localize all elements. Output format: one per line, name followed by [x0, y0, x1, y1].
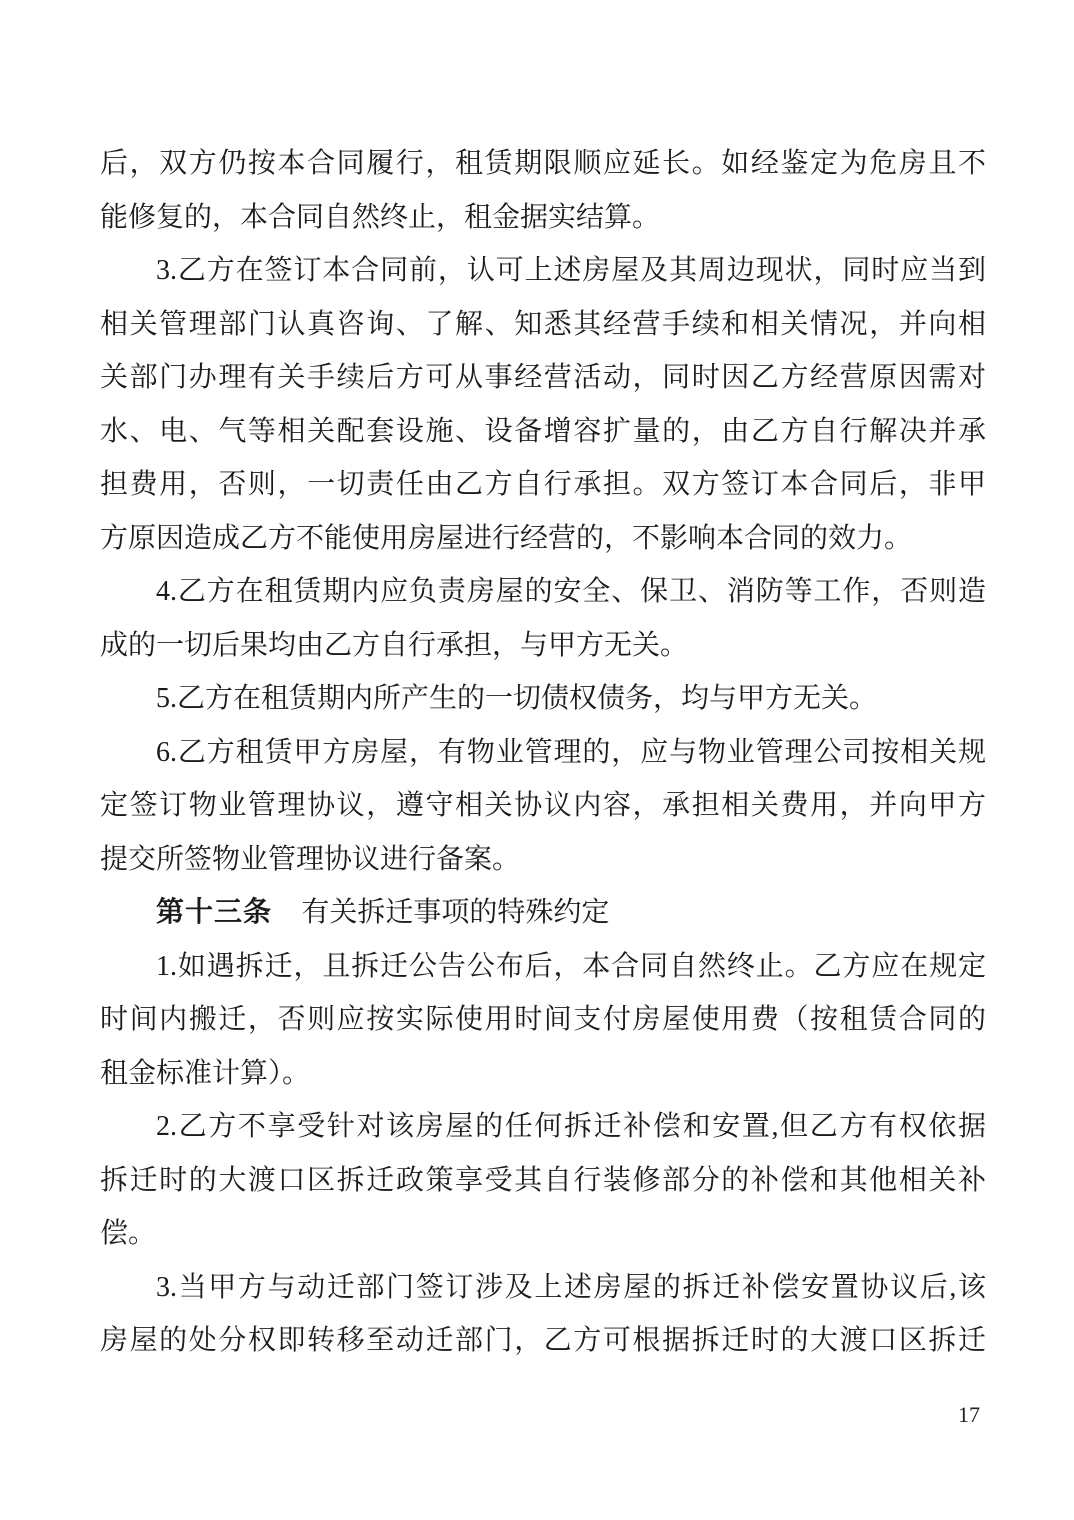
contract-line: 担费用，否则，一切责任由乙方自行承担。双方签订本合同后，非甲 [100, 469, 986, 500]
contract-line: 能修复的，本合同自然终止，租金据实结算。 [100, 201, 661, 233]
contract-line: 拆迁时的大渡口区拆迁政策享受其自行装修部分的补偿和其他相关补 [100, 1164, 986, 1196]
contract-line: 成的一切后果均由乙方自行承担，与甲方无关。 [100, 629, 689, 661]
contract-line: 提交所签物业管理协议进行备案。 [100, 843, 521, 875]
contract-line: 关部门办理有关手续后方可从事经营活动，同时因乙方经营原因需对 [100, 362, 986, 393]
clause-heading-title: 有关拆迁事项的特殊约定 [301, 897, 610, 928]
contract-line: 3.乙方在签订本合同前，认可上述房屋及其周边现状，同时应当到 [156, 255, 986, 286]
clause-13-heading [100, 886, 986, 940]
contract-line: 1.如遇拆迁，且拆迁公告公布后，本合同自然终止。乙方应在规定 [156, 950, 986, 982]
contract-line: 6.乙方租赁甲方房屋，有物业管理的，应与物业管理公司按相关规 [156, 736, 986, 768]
contract-line: 方原因造成乙方不能使用房屋进行经营的，不影响本合同的效力。 [100, 522, 913, 554]
contract-line: 定签订物业管理协议，遵守相关协议内容，承担相关费用，并向甲方 [100, 790, 986, 821]
contract-line: 房屋的处分权即转移至动迁部门，乙方可根据拆迁时的大渡口区拆迁 [100, 1325, 986, 1356]
contract-line: 租金标准计算）。 [100, 1057, 311, 1089]
contract-line: 4.乙方在租赁期内应负责房屋的安全、保卫、消防等工作，否则造 [156, 576, 986, 607]
contract-text-block [100, 137, 986, 1368]
contract-line: 时间内搬迁，否则应按实际使用时间支付房屋使用费（按租赁合同的 [100, 1004, 986, 1035]
page-number: 17 [958, 1402, 980, 1427]
clause-heading-number: 第十三条 [156, 897, 273, 928]
contract-line: 2.乙方不享受针对该房屋的任何拆迁补偿和安置,但乙方有权依据 [156, 1111, 986, 1142]
contract-line: 5.乙方在租赁期内所产生的一切债权债务，均与甲方无关。 [156, 683, 878, 714]
contract-line: 后，双方仍按本合同履行，租赁期限顺应延长。如经鉴定为危房且不 [100, 148, 986, 179]
contract-line: 相关管理部门认真咨询、了解、知悉其经营手续和相关情况，并向相 [100, 308, 986, 340]
contract-line: 3.当甲方与动迁部门签订涉及上述房屋的拆迁补偿安置协议后,该 [156, 1271, 986, 1303]
contract-line: 水、电、气等相关配套设施、设备增容扩量的，由乙方自行解决并承 [100, 415, 986, 447]
contract-line: 偿。 [100, 1218, 157, 1249]
